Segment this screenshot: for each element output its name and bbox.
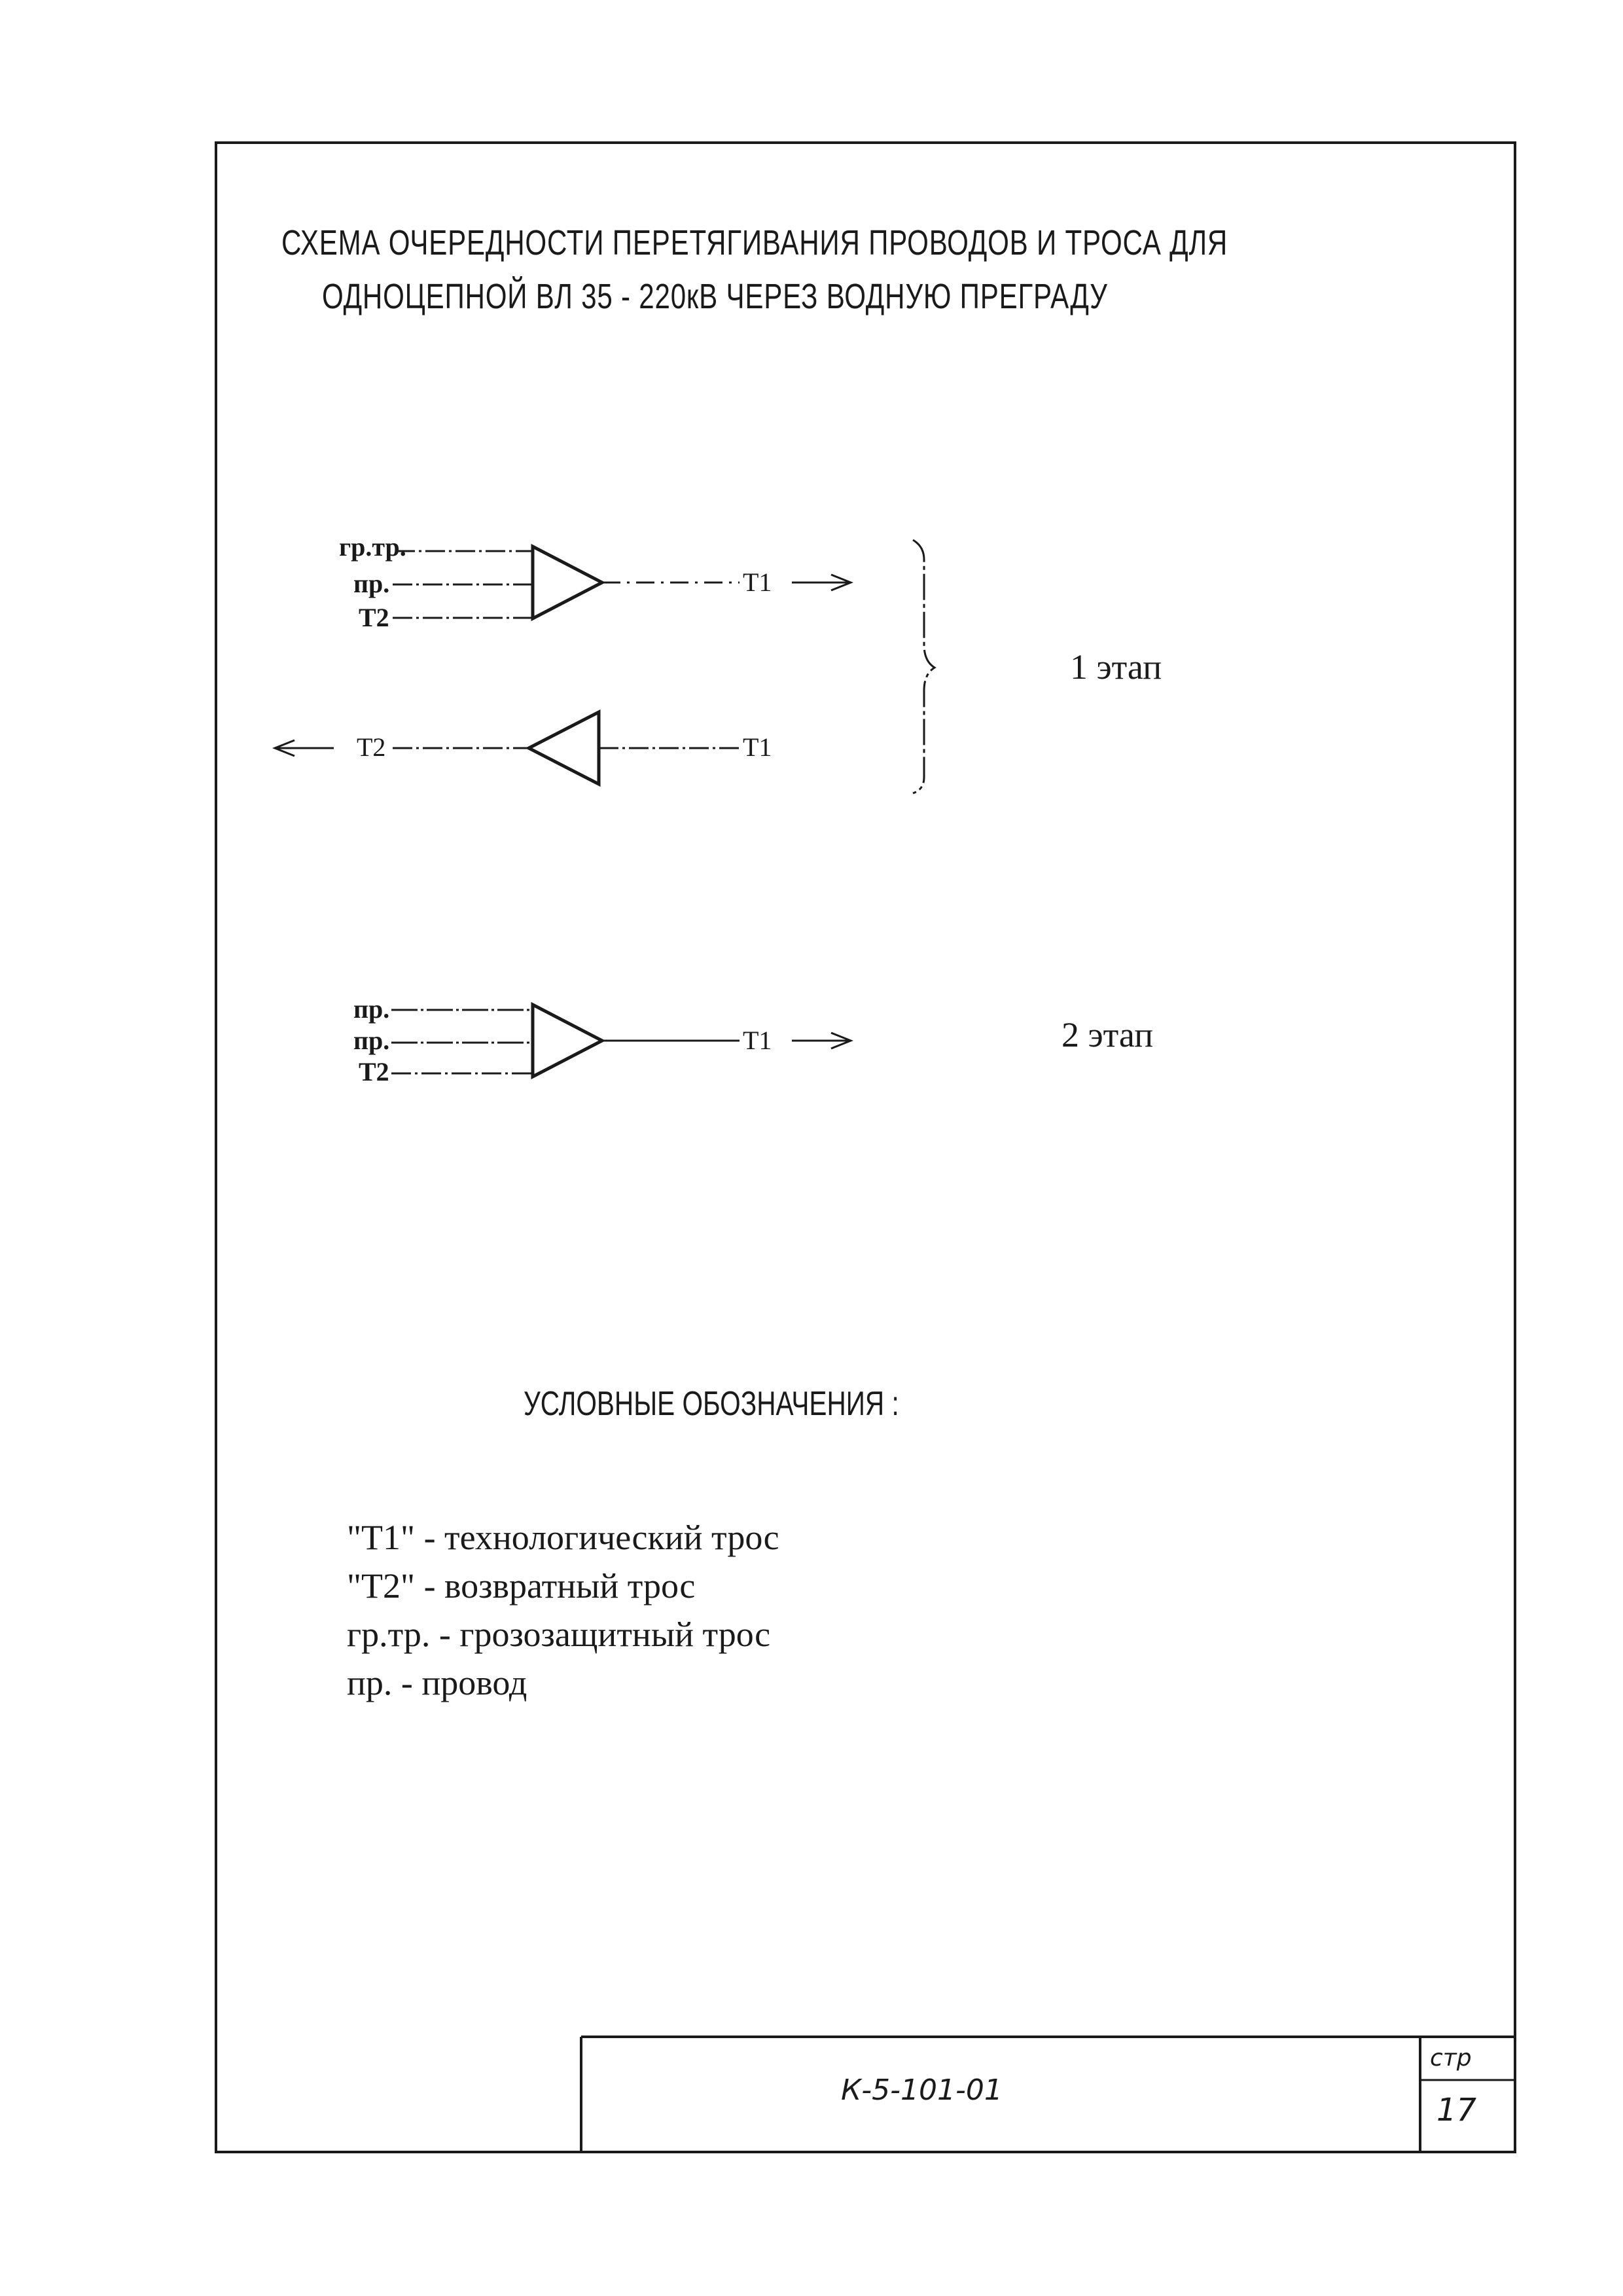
legend-item-t2: "Т2" - возвратный трос bbox=[347, 1566, 696, 1605]
stage1-lower-scheme bbox=[275, 712, 740, 784]
legend-item-gr-tr: гр.тр. - грозозащитный трос bbox=[347, 1615, 771, 1654]
legend-item-pr: пр. - провод bbox=[347, 1663, 527, 1702]
label-gr-tr: гр.тр. bbox=[339, 532, 406, 562]
document-code: К-5-101-01 bbox=[841, 2073, 1003, 2107]
page-number: 17 bbox=[1436, 2092, 1477, 2128]
stage1-upper-scheme bbox=[393, 547, 851, 619]
legend-item-t1: "Т1" - технологический трос bbox=[347, 1518, 779, 1557]
stage1-brace bbox=[913, 540, 935, 793]
puller-triangle-right bbox=[533, 547, 602, 619]
stage2-scheme bbox=[391, 1005, 851, 1077]
puller-triangle-right bbox=[533, 1005, 602, 1077]
title-line-2: ОДНОЦЕПНОЙ ВЛ 35 - 220кВ ЧЕРЕЗ ВОДНУЮ ПРЕГРАДУ bbox=[322, 277, 1108, 316]
label-t2: Т2 bbox=[357, 732, 386, 762]
page-frame bbox=[216, 143, 1515, 2152]
page-label: стр bbox=[1430, 2045, 1472, 2072]
title-line-1: СХЕМА ОЧЕРЕДНОСТИ ПЕРЕТЯГИВАНИЯ ПРОВОДОВ И ТРОСА ДЛЯ bbox=[281, 223, 1228, 262]
legend-heading: УСЛОВНЫЕ ОБОЗНАЧЕНИЯ : bbox=[524, 1385, 899, 1423]
label-t2: Т2 bbox=[359, 603, 389, 632]
label-pr: пр. bbox=[353, 1026, 390, 1055]
puller-triangle-left bbox=[529, 712, 599, 784]
title-block bbox=[581, 2037, 1515, 2152]
label-t1: Т1 bbox=[743, 567, 772, 597]
label-t2: Т2 bbox=[359, 1057, 389, 1086]
label-t1: Т1 bbox=[743, 1026, 772, 1055]
label-pr: пр. bbox=[353, 994, 390, 1024]
stage2-label: 2 этап bbox=[1061, 1015, 1154, 1054]
label-pr: пр. bbox=[353, 569, 390, 598]
stage1-label: 1 этап bbox=[1070, 647, 1162, 687]
label-t1: Т1 bbox=[743, 732, 772, 762]
